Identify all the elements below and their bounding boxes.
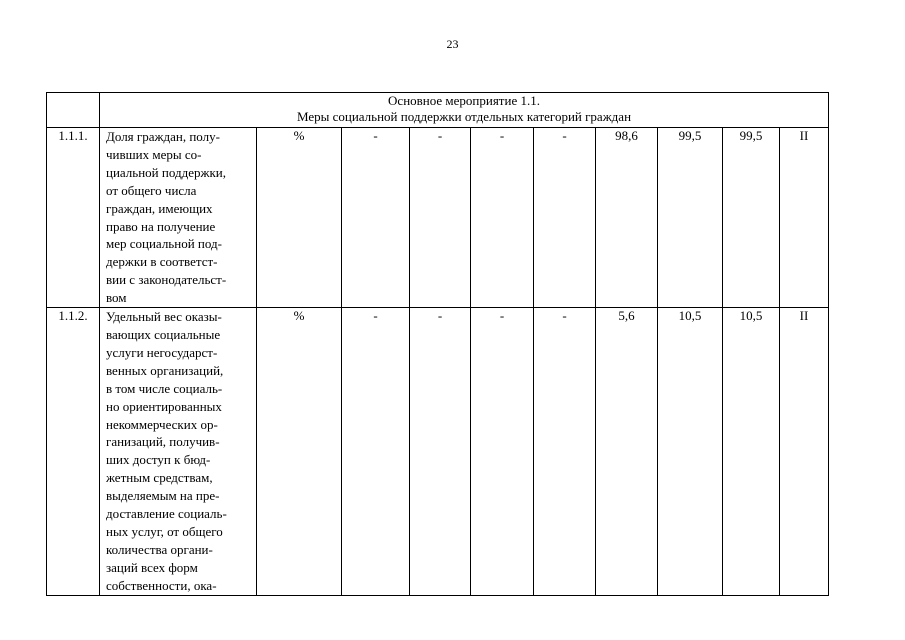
description-line: Удельный вес оказы-: [106, 309, 222, 325]
description-line: право на получение: [106, 218, 216, 234]
unit-cell: %: [257, 128, 342, 308]
value-cell: -: [534, 128, 596, 308]
section-title-line1: Основное мероприятие 1.1.: [388, 93, 540, 108]
table-row: [47, 128, 829, 308]
row-description: [100, 128, 257, 308]
description-line: циальной поддержки,: [106, 164, 226, 180]
description-line: жетным средствам,: [106, 470, 213, 486]
description-line: ных услуг, от общего: [106, 523, 223, 539]
page-number: 23: [446, 37, 459, 51]
unit-cell: %: [257, 308, 342, 596]
row-code: 1.1.1.: [47, 128, 100, 308]
description-line: чивших меры со-: [106, 146, 202, 162]
description-line: держки в соответст-: [106, 254, 218, 270]
value-cell: -: [342, 128, 410, 308]
value-cell: -: [471, 308, 534, 596]
value-cell: -: [410, 308, 471, 596]
description-line: собственности, ока-: [106, 577, 217, 593]
description-line: выделяемым на пре-: [106, 488, 220, 504]
row-description: [100, 308, 257, 596]
description-line: вом: [106, 290, 127, 306]
description-line: заций всех форм: [106, 559, 198, 575]
value-cell: -: [534, 308, 596, 596]
value-cell: 98,6: [596, 128, 658, 308]
description-line: ганизаций, получив-: [106, 434, 220, 450]
value-cell: 99,5: [723, 128, 780, 308]
value-cell: 99,5: [658, 128, 723, 308]
header-empty-cell: [47, 93, 100, 128]
description-line: услуги негосударст-: [106, 344, 218, 360]
row-code: 1.1.2.: [47, 308, 100, 596]
description-line: венных организаций,: [106, 362, 224, 378]
value-cell: -: [342, 308, 410, 596]
description-line: доставление социаль-: [106, 506, 227, 522]
stage-cell: II: [780, 308, 829, 596]
description-line: но ориентированных: [106, 398, 222, 414]
description-line: вии с законодательст-: [106, 272, 227, 288]
value-cell: 10,5: [658, 308, 723, 596]
value-cell: -: [410, 128, 471, 308]
section-title-cell: [100, 93, 829, 128]
description-line: Доля граждан, полу-: [106, 129, 220, 144]
value-cell: 5,6: [596, 308, 658, 596]
table-row: [47, 308, 829, 596]
description-line: ших доступ к бюд-: [106, 452, 211, 468]
description-line: мер социальной под-: [106, 236, 222, 252]
value-cell: -: [471, 128, 534, 308]
value-cell: 10,5: [723, 308, 780, 596]
section-header-row: [47, 93, 829, 128]
section-title-line2: Меры социальной поддержки отдельных категорий граждан: [296, 109, 632, 124]
description-line: от общего числа: [106, 182, 197, 198]
description-line: граждан, имеющих: [106, 200, 213, 216]
description-line: вающих социальные: [106, 326, 221, 342]
description-line: в том числе социаль-: [106, 380, 223, 396]
description-line: некоммерческих ор-: [106, 416, 218, 432]
description-line: количества органи-: [106, 541, 213, 557]
stage-cell: II: [780, 128, 829, 308]
indicators-table: [46, 92, 829, 596]
